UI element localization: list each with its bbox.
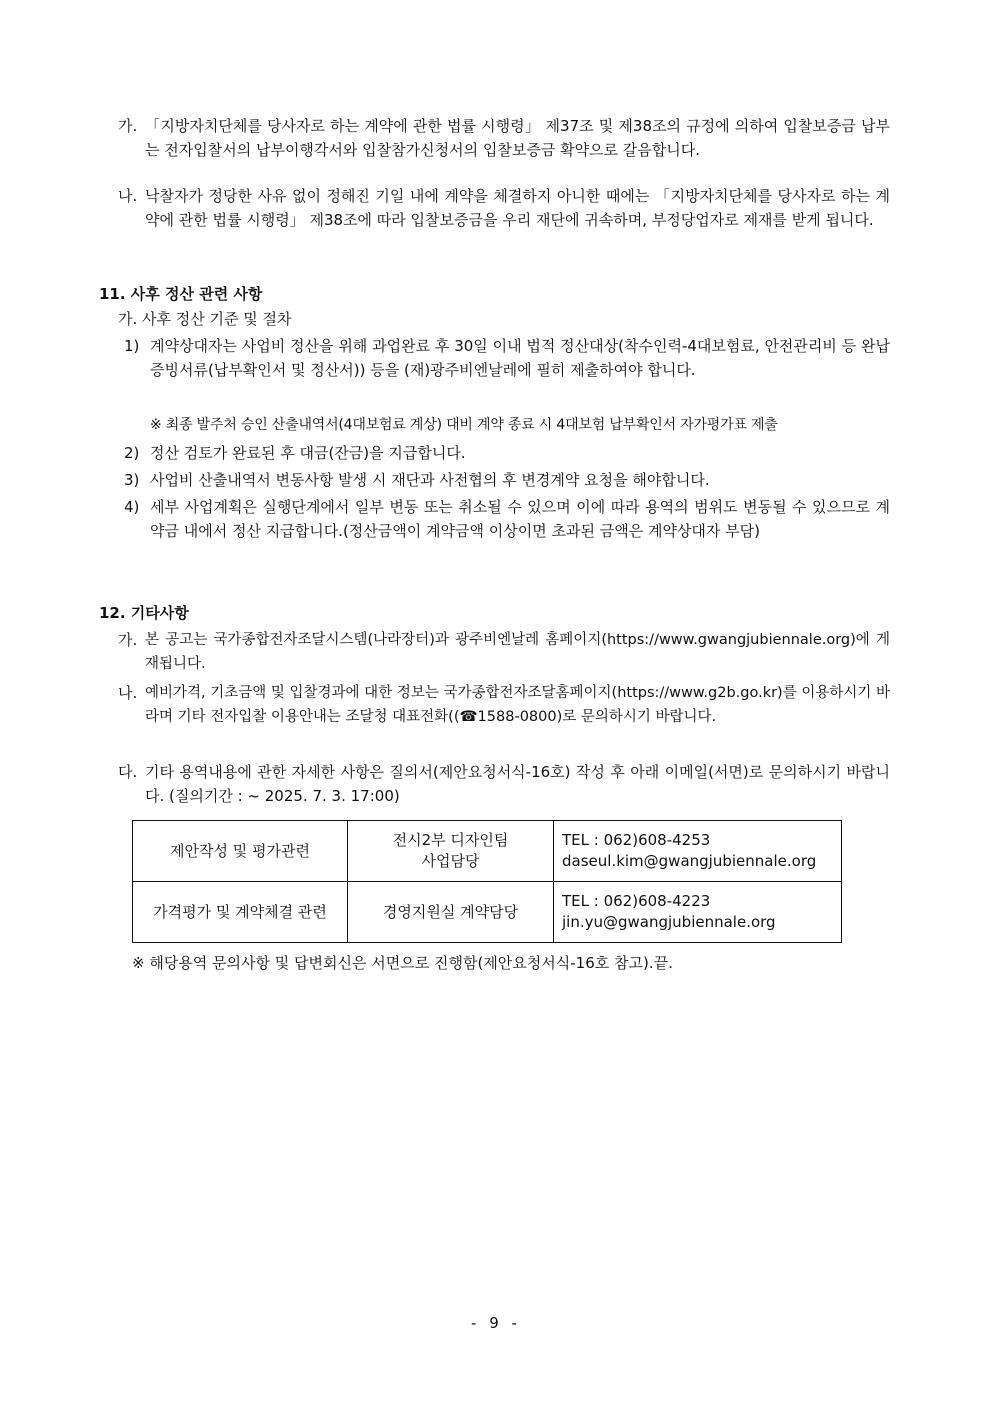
note-text: ※ 최종 발주처 승인 산출내역서(4대보험료 계상) 대비 계약 종료 시 4대보험 납부확인서 자가평가표 제출 (150, 417, 778, 433)
contact-department (348, 821, 554, 882)
contact-category: 제안작성 및 평가관련 (133, 821, 348, 882)
item-marker: 4) (124, 498, 140, 516)
item-text: 「지방자치단체를 당사자로 하는 계약에 관한 법률 시행령」 제37조 및 제38조의 규정에 의하여 입찰보증금 납부는 전자입찰서의 납부이행각서와 입찰참가신청서의 입찰보증금 확약으로 갈음합니다. (145, 117, 890, 159)
contact-info (554, 882, 842, 943)
item-marker: 가. (118, 631, 138, 649)
item-text: 세부 사업계획은 실행단계에서 일부 변동 또는 취소될 수 있으며 이에 따라 용역의 범위도 변동될 수 있으므로 계약금 내에서 정산 지급합니다.(정산금액이 계약금액 이상이면 초과된 금액은 계약상대자 부담) (150, 498, 890, 540)
item-marker: 3) (124, 471, 140, 489)
contact-tel: TEL : 062)608-4223 (562, 892, 711, 910)
contact-category: 가격평가 및 계약체결 관련 (133, 882, 348, 943)
department-line: 전시2부 디자인팀 (392, 831, 509, 849)
contact-tel: TEL : 062)608-4253 (562, 831, 711, 849)
item-text: 낙찰자가 정당한 사유 없이 정해진 기일 내에 계약을 체결하지 아니한 때에는 「지방자치단체를 당사자로 하는 계약에 관한 법률 시행령」 제38조에 따라 입찰보증금을 우리 재단에 귀속하며, 부정당업자로 제재를 받게 됩니다. (145, 187, 890, 229)
item-marker: 나. (118, 684, 138, 702)
department-line: 경영지원실 계약담당 (382, 902, 519, 921)
item-text: 정산 검토가 완료된 후 대금(잔금)을 지급합니다. (150, 444, 466, 462)
contact-info (554, 821, 842, 882)
section-11-subheading: 가. 사후 정산 기준 및 절차 (118, 310, 292, 328)
item-text: 사업비 산출내역서 변동사항 발생 시 재단과 사전협의 후 변경계약 요청을 해야합니다. (150, 471, 710, 489)
list-item (118, 682, 890, 729)
contact-email[interactable]: daseul.kim@gwangjubiennale.org (562, 852, 817, 870)
list-item (118, 115, 890, 162)
footnote: ※ 해당용역 문의사항 및 답변회신은 서면으로 진행함(제안요청서식-16호 참고).끝. (132, 954, 673, 972)
item-marker: 가. (118, 117, 138, 135)
item-text: 계약상대자는 사업비 정산을 위해 과업완료 후 30일 이내 법적 정산대상(착수인력-4대보험료, 안전관리비 등 완납증빙서류(납부확인서 및 정산서)) 등을 (재)광주비엔날레에 필히 제출하여야 합니다. (150, 337, 890, 379)
section-11-heading: 11. 사후 정산 관련 사항 (99, 285, 263, 303)
item-text: 본 공고는 국가종합전자조달시스템(나라장터)과 광주비엔날레 홈페이지(https://www.gwangjubiennale.org)에 게재됩니다. (145, 632, 890, 672)
item-marker: 다. (118, 763, 138, 781)
table-row (133, 821, 842, 882)
item-marker: 2) (124, 444, 140, 462)
list-item (118, 761, 890, 808)
page-number: - 9 - (471, 1314, 521, 1332)
section-12-heading: 12. 기타사항 (99, 604, 189, 622)
list-item (124, 496, 890, 543)
item-marker: 1) (124, 337, 140, 355)
note-item (124, 414, 890, 438)
list-item (124, 442, 890, 466)
department-line: 사업담당 (421, 852, 480, 870)
table-row (133, 882, 842, 943)
list-item (124, 335, 890, 382)
item-marker: 나. (118, 187, 138, 205)
contact-department (348, 882, 554, 943)
item-text: 기타 용역내용에 관한 자세한 사항은 질의서(제안요청서식-16호) 작성 후 아래 이메일(서면)로 문의하시기 바랍니다. (질의기간 : ~ 2025. 7. 3. 17:00) (145, 763, 890, 805)
contact-email[interactable]: jin.yu@gwangjubiennale.org (562, 913, 776, 931)
item-text: 예비가격, 기초금액 및 입찰경과에 대한 정보는 국가종합전자조달홈페이지(https://www.g2b.go.kr)를 이용하시기 바라며 기타 전자입찰 이용안내는 조달청 대표전화((☎1588-0800)로 문의하시기 바랍니다. (145, 685, 890, 725)
contact-table (132, 820, 842, 943)
list-item (118, 185, 890, 232)
list-item (124, 469, 890, 493)
list-item (118, 629, 890, 676)
